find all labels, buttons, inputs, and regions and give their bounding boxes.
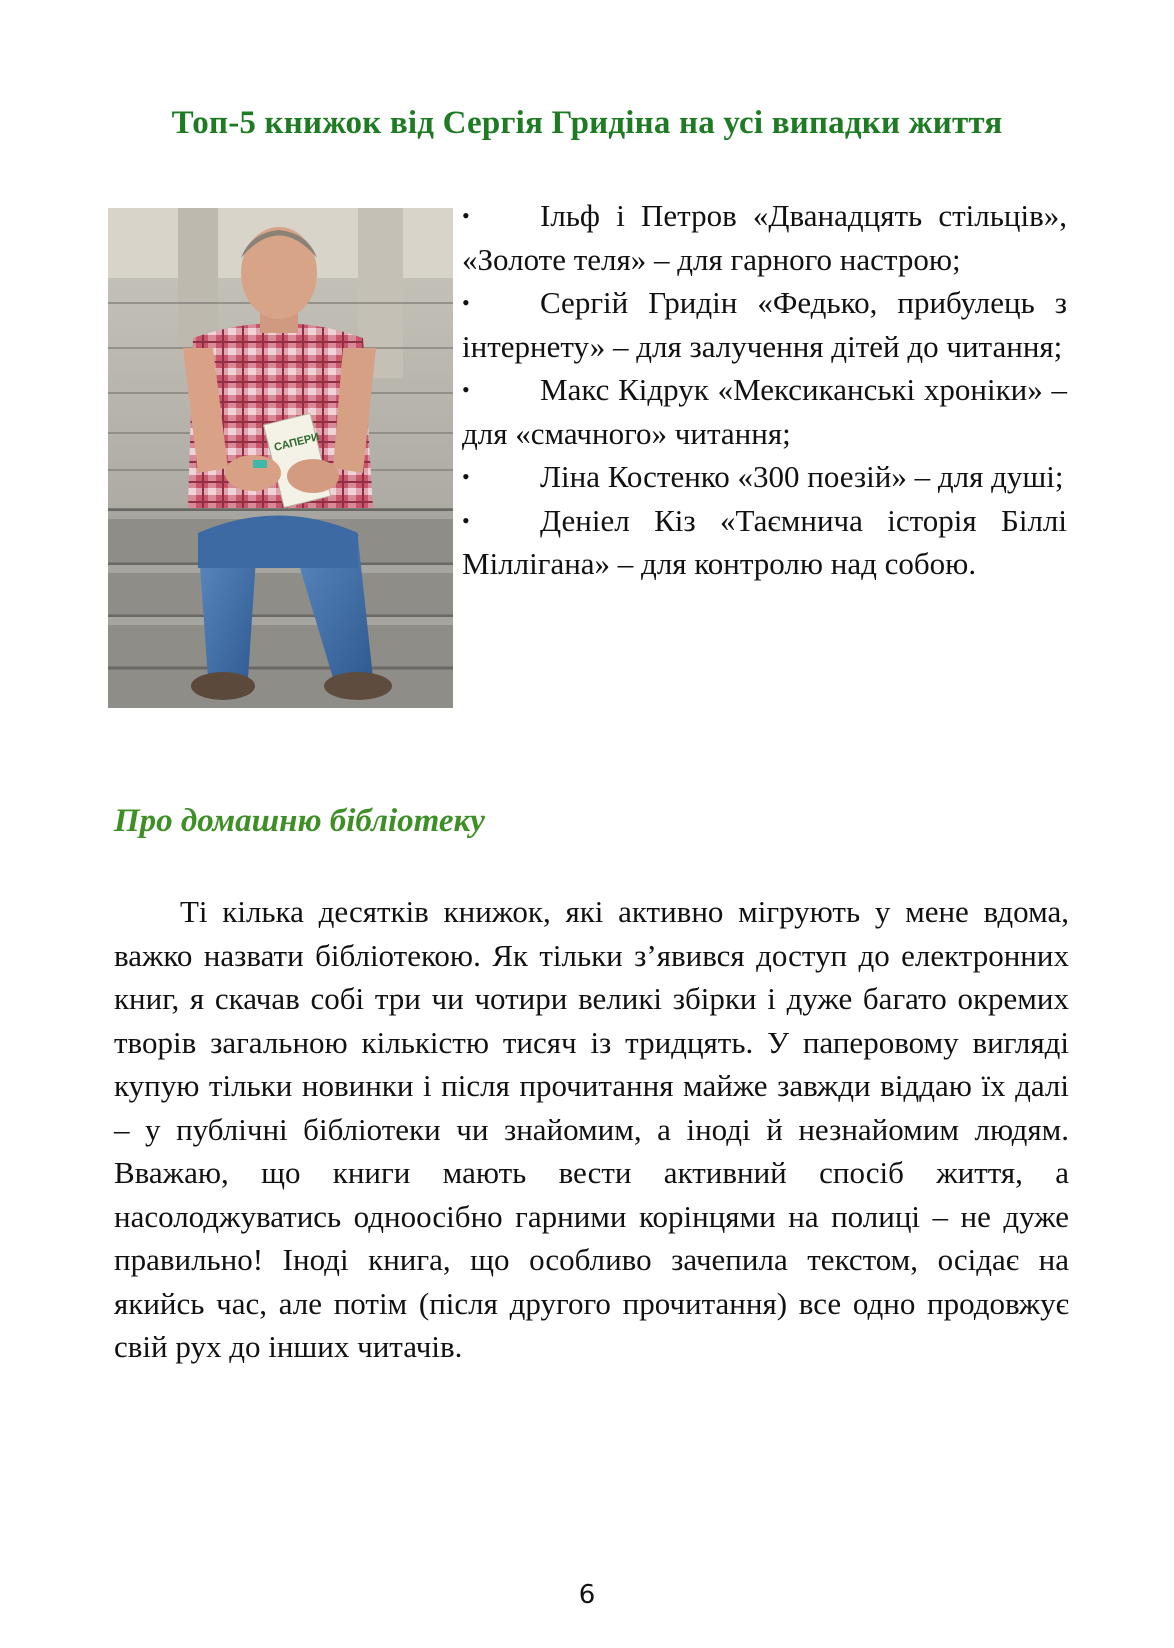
author-photo [108, 208, 453, 708]
list-item-text: Ліна Костенко «300 поезій» – для душі; [540, 459, 1064, 494]
section-heading: Про домашню бібліотеку [114, 803, 485, 839]
book-cover-text: САПЕРИ [273, 431, 321, 454]
list-item [462, 281, 1067, 368]
list-item [462, 455, 1067, 499]
list-item [462, 194, 1067, 281]
list-item-text: Ільф і Петров «Дванадцять стільців», «Золоте теля» – для гарного настрою; [462, 198, 1067, 277]
book-list [462, 194, 1067, 586]
body-paragraph: Ті кілька десятків книжок, які активно мігрують у мене вдома, важко назвати бібліотекою. Як тільки з’явився доступ до електронних книг, я скачав собі три чи чотири великі збірки і дуже багато окремих творів загальною кількістю тисяч із тридцять. У паперовому вигляді купую тільки новинки і після прочитання майже завжди віддаю їх далі – у публічні бібліотеки чи знайомим, а іноді й незнайомим людям. Вважаю, що книги мають вести активний спосіб життя, а насолоджуватись одноосібно гарними корінцями на полиці – не дуже правильно! Іноді книга, що особливо зачепила текстом, осідає на якийсь час, але потім (після другого прочитання) все одно продовжує свій рух до інших читачів. [114, 894, 1069, 1364]
bullet-icon: • [462, 507, 470, 533]
bullet-icon: • [462, 290, 470, 315]
list-item-text: Сергій Гридін «Федько, прибулець з інтернету» – для залучення дітей до читання; [462, 285, 1067, 364]
bullet-icon: • [462, 203, 470, 228]
list-item-text: Деніел Кіз «Таємнича історія Біллі Міллігана» – для контролю над собою. [462, 502, 1067, 581]
list-item [462, 368, 1067, 455]
bullet-icon: • [462, 377, 470, 402]
bullet-icon: • [462, 464, 470, 489]
page-number: 6 [578, 1580, 596, 1610]
list-item-text: Макс Кідрук «Мексиканські хроніки» – для «смачного» читання; [462, 372, 1067, 451]
page-title: Топ-5 книжок від Сергія Гридіна на усі випадки життя [171, 105, 1003, 141]
list-item [462, 499, 1067, 586]
